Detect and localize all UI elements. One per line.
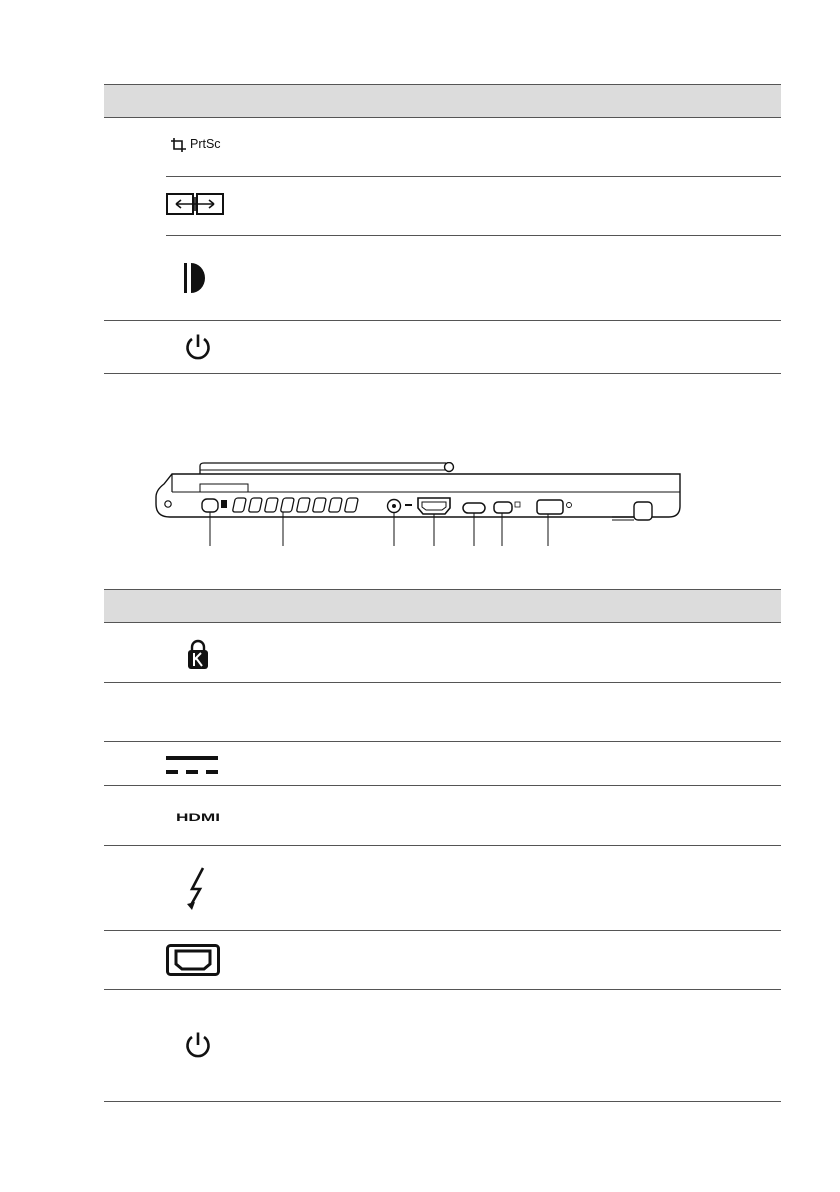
divider: [104, 741, 781, 742]
svg-text:HDMI: HDMI: [176, 812, 220, 823]
kensington-lock-icon: [187, 638, 209, 675]
dc-in-icon: [166, 754, 218, 783]
divider: [104, 785, 781, 786]
divider: [104, 1101, 781, 1102]
power-icon: [184, 1031, 212, 1064]
thunderbolt-icon: [187, 867, 209, 916]
display-port-icon: [166, 944, 220, 981]
bottom-table: [104, 0, 781, 1110]
divider: [104, 989, 781, 990]
prtsc-label: PrtSc: [190, 137, 221, 151]
hdmi-icon: [176, 810, 222, 828]
divider: [104, 930, 781, 931]
divider: [104, 682, 781, 683]
bottom-table-header: [104, 589, 781, 623]
divider: [104, 845, 781, 846]
